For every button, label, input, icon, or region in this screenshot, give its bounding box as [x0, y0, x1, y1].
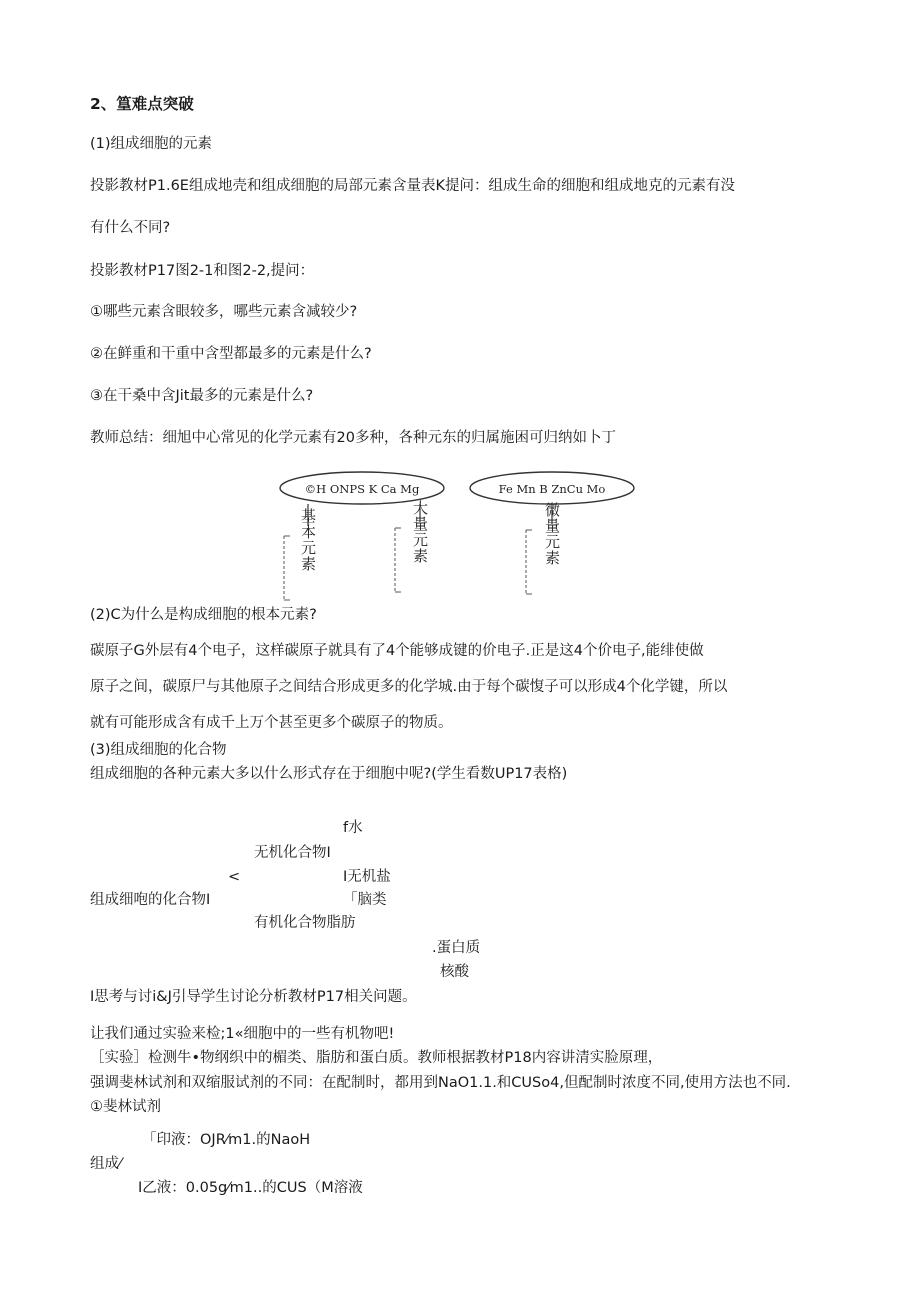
section-heading: 2、篁难点突破 — [90, 95, 194, 113]
paragraph: 就有可能形成含有成千上万个甚至更多个碳原子的物质。 — [90, 715, 453, 731]
teacher-summary: 教师总结：细旭中心常见的化学元素有20多种，各种元东的归属施困可归纳如卜丁 — [90, 430, 616, 446]
paragraph: 强调斐林试剂和双缩服试剂的不同：在配制时，都用到NaO1.1.和CUSo4,但配制时浓度不同,使用方法也不同. — [90, 1075, 791, 1091]
compound-water: f水 — [343, 820, 363, 836]
label-basic-elements: 基本元素 — [299, 508, 317, 572]
subheading-carbon: (2)C为什么是构成细胞的根本元素? — [90, 607, 317, 623]
compound-inorganic: 无机化合物I — [254, 845, 331, 861]
paragraph: 有什么不同? — [90, 220, 171, 236]
paragraph: 投影教材P1.6E组成地壳和组成细胞的局部元素含量表K提问：组成生命的细胞和组成地克的元素有没 — [90, 178, 735, 194]
label-major-elements: 大量元素 — [411, 500, 429, 564]
compound-organic: 有机化合物脂肪 — [254, 915, 356, 931]
reagent-heading: ①斐林试剂 — [90, 1099, 161, 1115]
paragraph: 原子之间，碳原尸与其他原子之间结合形成更多的化学城.由于每个碳愎子可以形成4个化学键，所以 — [90, 679, 728, 695]
paragraph: 投影教材P17图2-1和图2-2,提问： — [90, 263, 315, 279]
experiment-description: ［实验］检测牛•物纲织中的楣类、脂肪和蛋白质。教师根据教材P18内容讲清实脸原理， — [90, 1050, 663, 1066]
subheading-compounds: (3)组成细胞的化合物 — [90, 742, 227, 758]
left-ellipse-text: ©H ONPS K Ca Mg — [304, 482, 420, 496]
compound-sugar: 「脑类 — [343, 892, 387, 908]
compound-salt: I无机盐 — [343, 869, 391, 885]
right-ellipse-text: Fe Mn B ZnCu Mo — [498, 482, 606, 496]
paragraph: 组成细胞的各种元素大多以什么形式存在于细胞中呢?(学生看数UP17表格) — [90, 766, 568, 782]
question-1: ①哪些元素含眼较多，哪些元素含减较少? — [90, 304, 358, 320]
reagent-composition-label: 组成⁄ — [90, 1156, 122, 1172]
compound-root: 组成细咆的化合物I — [90, 892, 211, 908]
question-2: ②在鲜重和干重中含型都最多的元素是什么? — [90, 346, 372, 362]
compound-protein: .蛋白质 — [432, 940, 481, 956]
reagent-solution-a: 「印液：OJR⁄m1.的NaoH — [142, 1132, 311, 1148]
reagent-solution-b: I乙液：0.05g⁄m1..的CUS（M溶液 — [138, 1180, 363, 1196]
label-trace-elements: 微量元素 — [543, 502, 561, 566]
subheading-elements: (1)组成细胞的元素 — [90, 136, 213, 152]
element-classification-figure — [270, 466, 650, 606]
paragraph: 碳原子G外层有4个电子，这样碳原子就具有了4个能够成键的价电子.正是这4个价电子,能绯使做 — [90, 643, 704, 659]
compound-nucleic: 核酸 — [440, 964, 469, 980]
bracket-symbol: < — [228, 869, 241, 885]
question-3: ③在干桑中含Jit最多的元素是什么? — [90, 388, 314, 404]
discussion-note: I思考与讨i&J引导学生讨论分析教材P17相关问题。 — [90, 989, 417, 1005]
paragraph: 让我们通过实验来检;1«细胞中的一些有机物吧! — [90, 1026, 395, 1042]
